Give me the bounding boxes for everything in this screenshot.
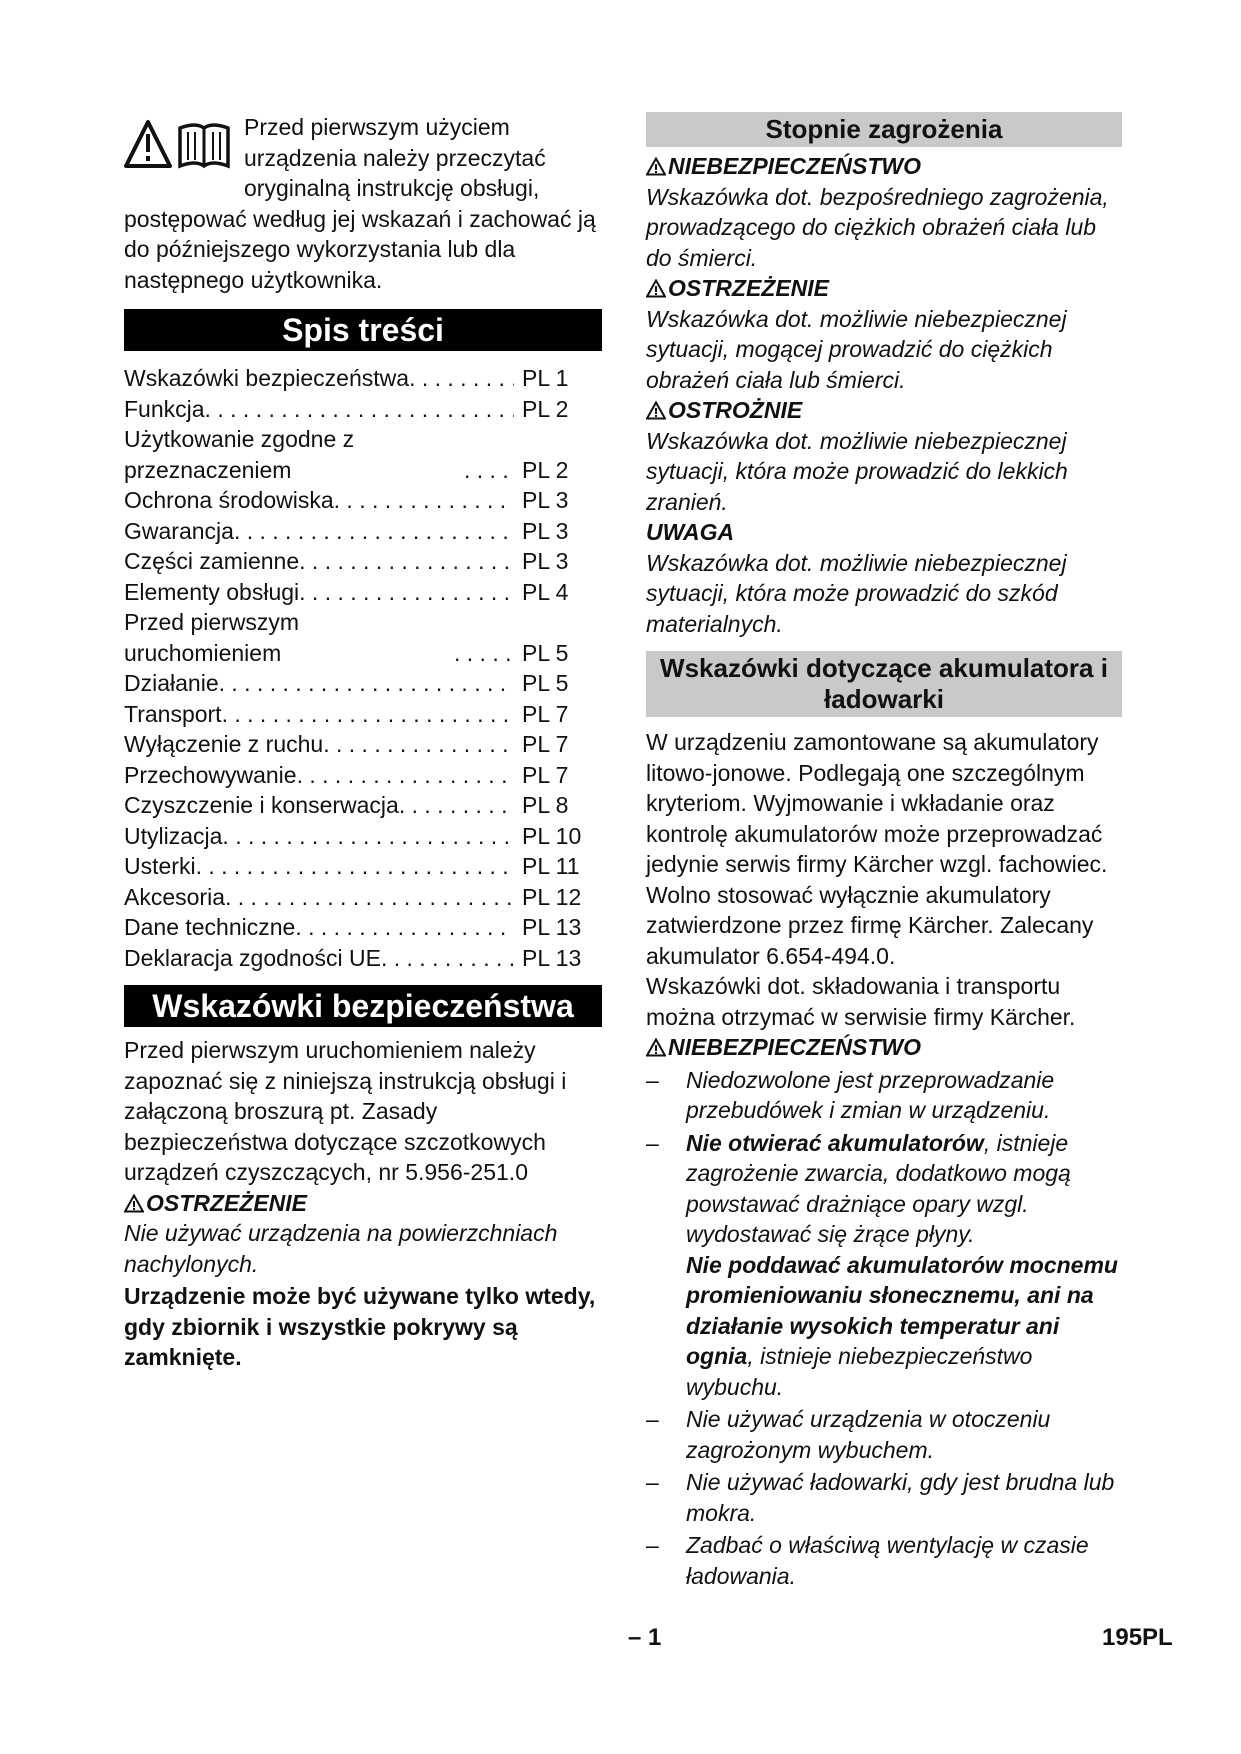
toc-entry[interactable]: Deklaracja zgodności UE . . . PL 13 [124, 943, 602, 974]
safety-text: Przed pierwszym uruchomieniem należy zapoznać się z niniejszą instrukcją obsługi i załączoną broszurą pt. Zasady bezpieczeństwa dotyczące szczotkowych urządzeń czyszczących, nr 5.956-251.0 [124, 1037, 567, 1185]
right-column [646, 112, 1124, 1591]
warning-triangle-icon [124, 1194, 144, 1213]
battery-title: Wskazówki dotyczące akumulatora i ładowarki [646, 651, 1122, 717]
toc-entry[interactable]: Wyłączenie z ruchu . . . PL 7 [124, 729, 602, 760]
hazard-label: UWAGA [646, 519, 735, 545]
list-item: – Nie używać ładowarki, gdy jest brudna lub mokra. [646, 1469, 1115, 1526]
warning-triangle-icon [646, 279, 666, 298]
hazard-label: OSTRZEŻENIE [646, 273, 1124, 304]
warning-manual-icon [124, 116, 234, 174]
toc-entry[interactable]: Dane techniczne . . . PL 13 [124, 912, 602, 943]
safety-bold-text: Urządzenie może być używane tylko wtedy, gdy zbiornik i wszystkie pokrywy są zamknięte. [124, 1283, 596, 1370]
list-item: – Nie używać urządzenia w otoczeniu zagrożonym wybuchem. [646, 1406, 1051, 1463]
hazard-text: Wskazówka dot. możliwie niebezpiecznej sytuacji, która może prowadzić do szkód materialnych. [646, 549, 1067, 637]
safety-section [124, 1035, 602, 1373]
toc-entry[interactable]: Elementy obsługi . . . PL 4 [124, 577, 602, 608]
toc-title: Spis treści [124, 309, 602, 351]
toc-entry[interactable]: Części zamienne . . . PL 3 [124, 546, 602, 577]
hazard-label: NIEBEZPIECZEŃSTWO [646, 151, 1124, 182]
list-item: – Niedozwolone jest przeprowadzanie przebudówek i zmian w urządzeniu. [646, 1066, 1055, 1123]
left-column [124, 112, 602, 1373]
danger-heading: NIEBEZPIECZEŃSTWO [646, 1032, 1124, 1063]
toc-entry[interactable]: Wskazówki bezpieczeństwa . . . PL 1 [124, 363, 602, 394]
warning-triangle-icon [646, 401, 666, 420]
intro-block [124, 112, 602, 295]
hazard-text: Wskazówka dot. możliwie niebezpiecznej sytuacji, mogącej prowadzić do ciężkich obrażeń ciała lub śmierci. [646, 305, 1067, 393]
toc-entry[interactable]: Użytkowanie zgodne z przeznaczeniem . . . PL 2 [124, 424, 602, 485]
battery-p1: W urządzeniu zamontowane są akumulatory litowo-jonowe. Podlegają one szczególnym kryteriom. Wyjmowanie i wkładanie oraz kontrolę akumulatorów może przeprowadzać jedynie serwis firmy Kärcher wzgl. fachowiec. [646, 729, 1108, 877]
battery-p2: Wolno stosować wyłącznie akumulatory zatwierdzone przez firmę Kärcher. Zalecany akumulator 6.654-494.0. [646, 881, 1094, 969]
list-item: – Zadbać o właściwą wentylację w czasie ładowania. [646, 1532, 1089, 1589]
toc-entry[interactable]: Transport . . . PL 7 [124, 699, 602, 730]
hazard-levels-title: Stopnie zagrożenia [646, 112, 1122, 147]
hazard-text: Wskazówka dot. bezpośredniego zagrożenia, prowadzącego do ciężkich obrażeń ciała lub do śmierci. [646, 183, 1109, 271]
hazard-text: Wskazówka dot. możliwie niebezpiecznej sytuacji, która może prowadzić do lekkich zranień. [646, 427, 1068, 515]
battery-p3: Wskazówki dot. składowania i transportu można otrzymać w serwisie firmy Kärcher. [646, 973, 1076, 1030]
warning-triangle-icon [646, 157, 666, 176]
battery-section [646, 727, 1124, 1591]
warning-text: Nie używać urządzenia na powierzchniach nachylonych. [124, 1220, 558, 1277]
page-code: 195PL [1102, 1624, 1173, 1651]
toc-entry[interactable]: Przed pierwszym uruchomieniem . . . PL 5 [124, 607, 602, 668]
warning-heading: OSTRZEŻENIE [124, 1188, 602, 1219]
safety-title: Wskazówki bezpieczeństwa [124, 985, 602, 1027]
toc-entry[interactable]: Usterki . . . PL 11 [124, 851, 602, 882]
toc-entry[interactable]: Akcesoria . . . PL 12 [124, 882, 602, 913]
hazard-label: OSTROŻNIE [646, 395, 1124, 426]
toc-entry[interactable]: Gwarancja . . . PL 3 [124, 516, 602, 547]
warning-triangle-icon [646, 1038, 666, 1057]
toc-entry[interactable]: Przechowywanie . . . PL 7 [124, 760, 602, 791]
list-item: – Nie otwierać akumulatorów, istnieje zagrożenie zwarcia, dodatkowo mogą powstawać drażniące opary wzgl. wydostawać się żrące płyny. Nie poddawać akumulatorów mocnemu promieniowaniu słonecznemu, ani na działanie wysokich temperatur ani ognia, istnieje niebezpieczeństwo wybuchu. [646, 1129, 1118, 1400]
intro-text: Przed pierwszym użyciem urządzenia należy przeczytać oryginalną instrukcję obsługi, postępować według jej wskazań i zachować ją do późniejszego wykorzystania lub dla następnego użytkownika. [124, 114, 596, 293]
table-of-contents [124, 363, 602, 973]
hazard-levels [646, 151, 1124, 639]
toc-entry[interactable]: Utylizacja . . . PL 10 [124, 821, 602, 852]
page-number: – 1 [628, 1624, 662, 1651]
toc-entry[interactable]: Funkcja . . . PL 2 [124, 394, 602, 425]
toc-entry[interactable]: Czyszczenie i konserwacja . . . PL 8 [124, 790, 602, 821]
toc-entry[interactable]: Działanie . . . PL 5 [124, 668, 602, 699]
toc-entry[interactable]: Ochrona środowiska . . . PL 3 [124, 485, 602, 516]
